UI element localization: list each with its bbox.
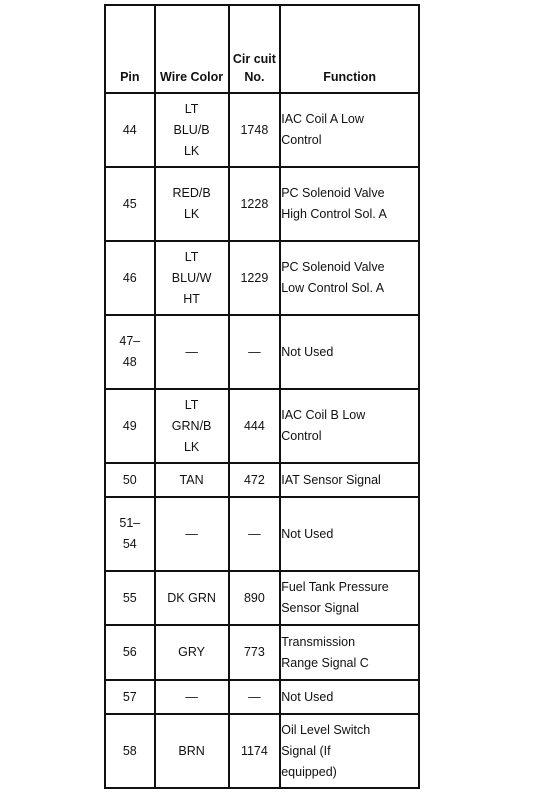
table-row bbox=[105, 315, 419, 389]
pin-cell: 58 bbox=[105, 714, 155, 788]
circuit-cell: 472 bbox=[229, 463, 281, 497]
pin-assignment-table bbox=[104, 4, 420, 789]
pin-cell: 46 bbox=[105, 241, 155, 315]
header-function: Function bbox=[280, 5, 419, 93]
header-pin: Pin bbox=[105, 5, 155, 93]
function-cell: Not Used bbox=[280, 315, 419, 389]
circuit-cell: 890 bbox=[229, 571, 281, 625]
circuit-cell: 773 bbox=[229, 625, 281, 680]
wire-color-cell: — bbox=[155, 315, 229, 389]
header-row bbox=[105, 5, 419, 93]
table-row bbox=[105, 167, 419, 241]
header-wire-color: Wire Color bbox=[155, 5, 229, 93]
wire-color-cell: — bbox=[155, 497, 229, 571]
header-circuit-no: Cir cuit No. bbox=[229, 5, 281, 93]
wire-color-cell: GRY bbox=[155, 625, 229, 680]
table-row bbox=[105, 714, 419, 788]
function-cell: Not Used bbox=[280, 680, 419, 714]
circuit-cell: — bbox=[229, 680, 281, 714]
function-cell: Oil Level Switch Signal (If equipped) bbox=[280, 714, 419, 788]
wire-color-cell: TAN bbox=[155, 463, 229, 497]
table-row bbox=[105, 625, 419, 680]
wire-color-cell: RED/B LK bbox=[155, 167, 229, 241]
table-body bbox=[105, 93, 419, 788]
function-cell: Transmission Range Signal C bbox=[280, 625, 419, 680]
circuit-cell: 1174 bbox=[229, 714, 281, 788]
table-row bbox=[105, 93, 419, 167]
pin-cell: 56 bbox=[105, 625, 155, 680]
wire-color-cell: BRN bbox=[155, 714, 229, 788]
pin-cell: 44 bbox=[105, 93, 155, 167]
table-header bbox=[105, 5, 419, 93]
function-cell: IAC Coil B Low Control bbox=[280, 389, 419, 463]
table-row bbox=[105, 389, 419, 463]
wire-color-cell: — bbox=[155, 680, 229, 714]
circuit-cell: 444 bbox=[229, 389, 281, 463]
pin-cell: 47– 48 bbox=[105, 315, 155, 389]
circuit-cell: — bbox=[229, 497, 281, 571]
wire-color-cell: LT GRN/B LK bbox=[155, 389, 229, 463]
table-row bbox=[105, 571, 419, 625]
table-row bbox=[105, 497, 419, 571]
function-cell: PC Solenoid Valve Low Control Sol. A bbox=[280, 241, 419, 315]
pin-cell: 55 bbox=[105, 571, 155, 625]
table-row bbox=[105, 463, 419, 497]
pin-cell: 51– 54 bbox=[105, 497, 155, 571]
function-cell: IAT Sensor Signal bbox=[280, 463, 419, 497]
function-cell: IAC Coil A Low Control bbox=[280, 93, 419, 167]
table-row bbox=[105, 241, 419, 315]
function-cell: Not Used bbox=[280, 497, 419, 571]
wire-color-cell: LT BLU/W HT bbox=[155, 241, 229, 315]
pin-cell: 45 bbox=[105, 167, 155, 241]
circuit-cell: 1748 bbox=[229, 93, 281, 167]
pin-cell: 50 bbox=[105, 463, 155, 497]
table-row bbox=[105, 680, 419, 714]
circuit-cell: 1228 bbox=[229, 167, 281, 241]
function-cell: Fuel Tank Pressure Sensor Signal bbox=[280, 571, 419, 625]
pin-cell: 57 bbox=[105, 680, 155, 714]
wire-color-cell: DK GRN bbox=[155, 571, 229, 625]
circuit-cell: 1229 bbox=[229, 241, 281, 315]
wire-color-cell: LT BLU/B LK bbox=[155, 93, 229, 167]
function-cell: PC Solenoid Valve High Control Sol. A bbox=[280, 167, 419, 241]
pin-cell: 49 bbox=[105, 389, 155, 463]
circuit-cell: — bbox=[229, 315, 281, 389]
